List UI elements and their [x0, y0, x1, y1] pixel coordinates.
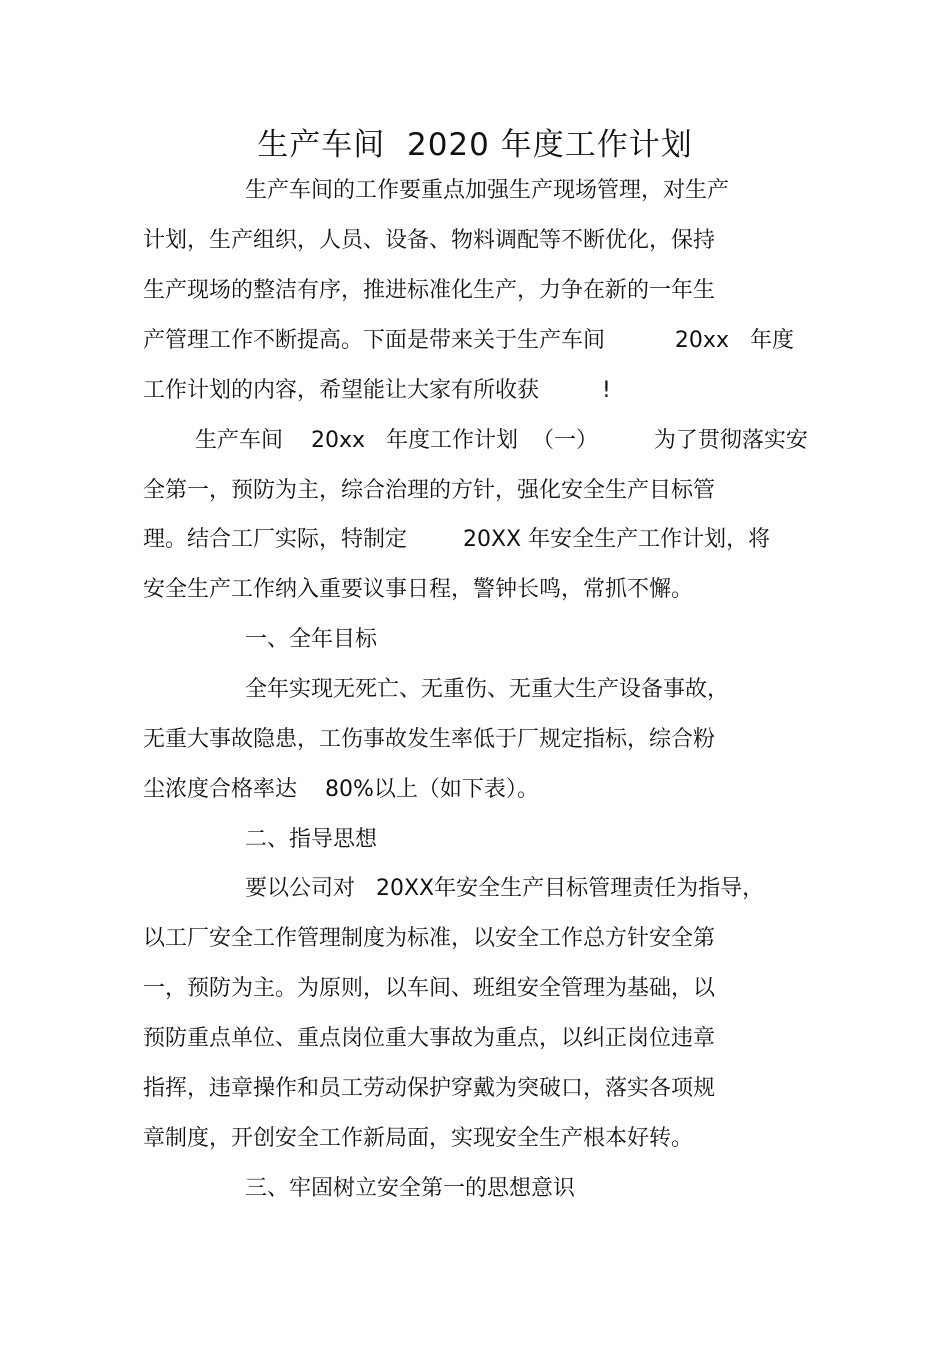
- body-line: 章制度，开创安全工作新局面，实现安全生产根本好转。: [143, 1126, 694, 1151]
- body-line: 生产车间的工作要重点加强生产现场管理，对生产: [245, 178, 730, 203]
- body-line: 理。结合工厂实际，特制定 20XX 年安全生产工作计划，将: [143, 527, 771, 552]
- section-heading: 二、指导思想: [245, 827, 378, 852]
- body-line: 全年实现无死亡、无重伤、无重大生产设备事故，: [245, 677, 730, 702]
- body-line: 产管理工作不断提高。下面是带来关于生产车间 20xx 年度: [143, 328, 794, 353]
- body-line: 尘浓度合格率达 80%以上（如下表）。: [143, 777, 539, 802]
- body-line: 生产现场的整洁有序，推进标准化生产，力争在新的一年生: [143, 278, 716, 303]
- section-heading: 三、牢固树立安全第一的思想意识: [245, 1176, 576, 1201]
- body-line: 一，预防为主。为原则，以车间、班组安全管理为基础，以: [143, 976, 716, 1001]
- body-line: 生产车间 20xx 年度工作计划 （一） 为了贯彻落实安: [195, 428, 808, 453]
- body-line: 以工厂安全工作管理制度为标准，以安全工作总方针安全第: [143, 926, 716, 951]
- document-title: 生产车间 2020 年度工作计划: [257, 127, 693, 163]
- body-line: 计划，生产组织，人员、设备、物料调配等不断优化，保持: [143, 228, 716, 253]
- body-line: 指挥，违章操作和员工劳动保护穿戴为突破口，落实各项规: [143, 1076, 716, 1101]
- body-line: 预防重点单位、重点岗位重大事故为重点，以纠正岗位违章: [143, 1026, 716, 1051]
- body-line: 安全生产工作纳入重要议事日程，警钟长鸣，常抓不懈。: [143, 577, 694, 602]
- body-line: 全第一，预防为主，综合治理的方针，强化安全生产目标管: [143, 478, 716, 503]
- body-line: 无重大事故隐患，工伤事故发生率低于厂规定指标，综合粉: [143, 727, 716, 752]
- section-heading: 一、全年目标: [245, 627, 378, 652]
- body-line: 工作计划的内容，希望能让大家有所收获 !: [143, 378, 611, 403]
- body-line: 要以公司对 20XX年安全生产目标管理责任为指导，: [245, 876, 765, 901]
